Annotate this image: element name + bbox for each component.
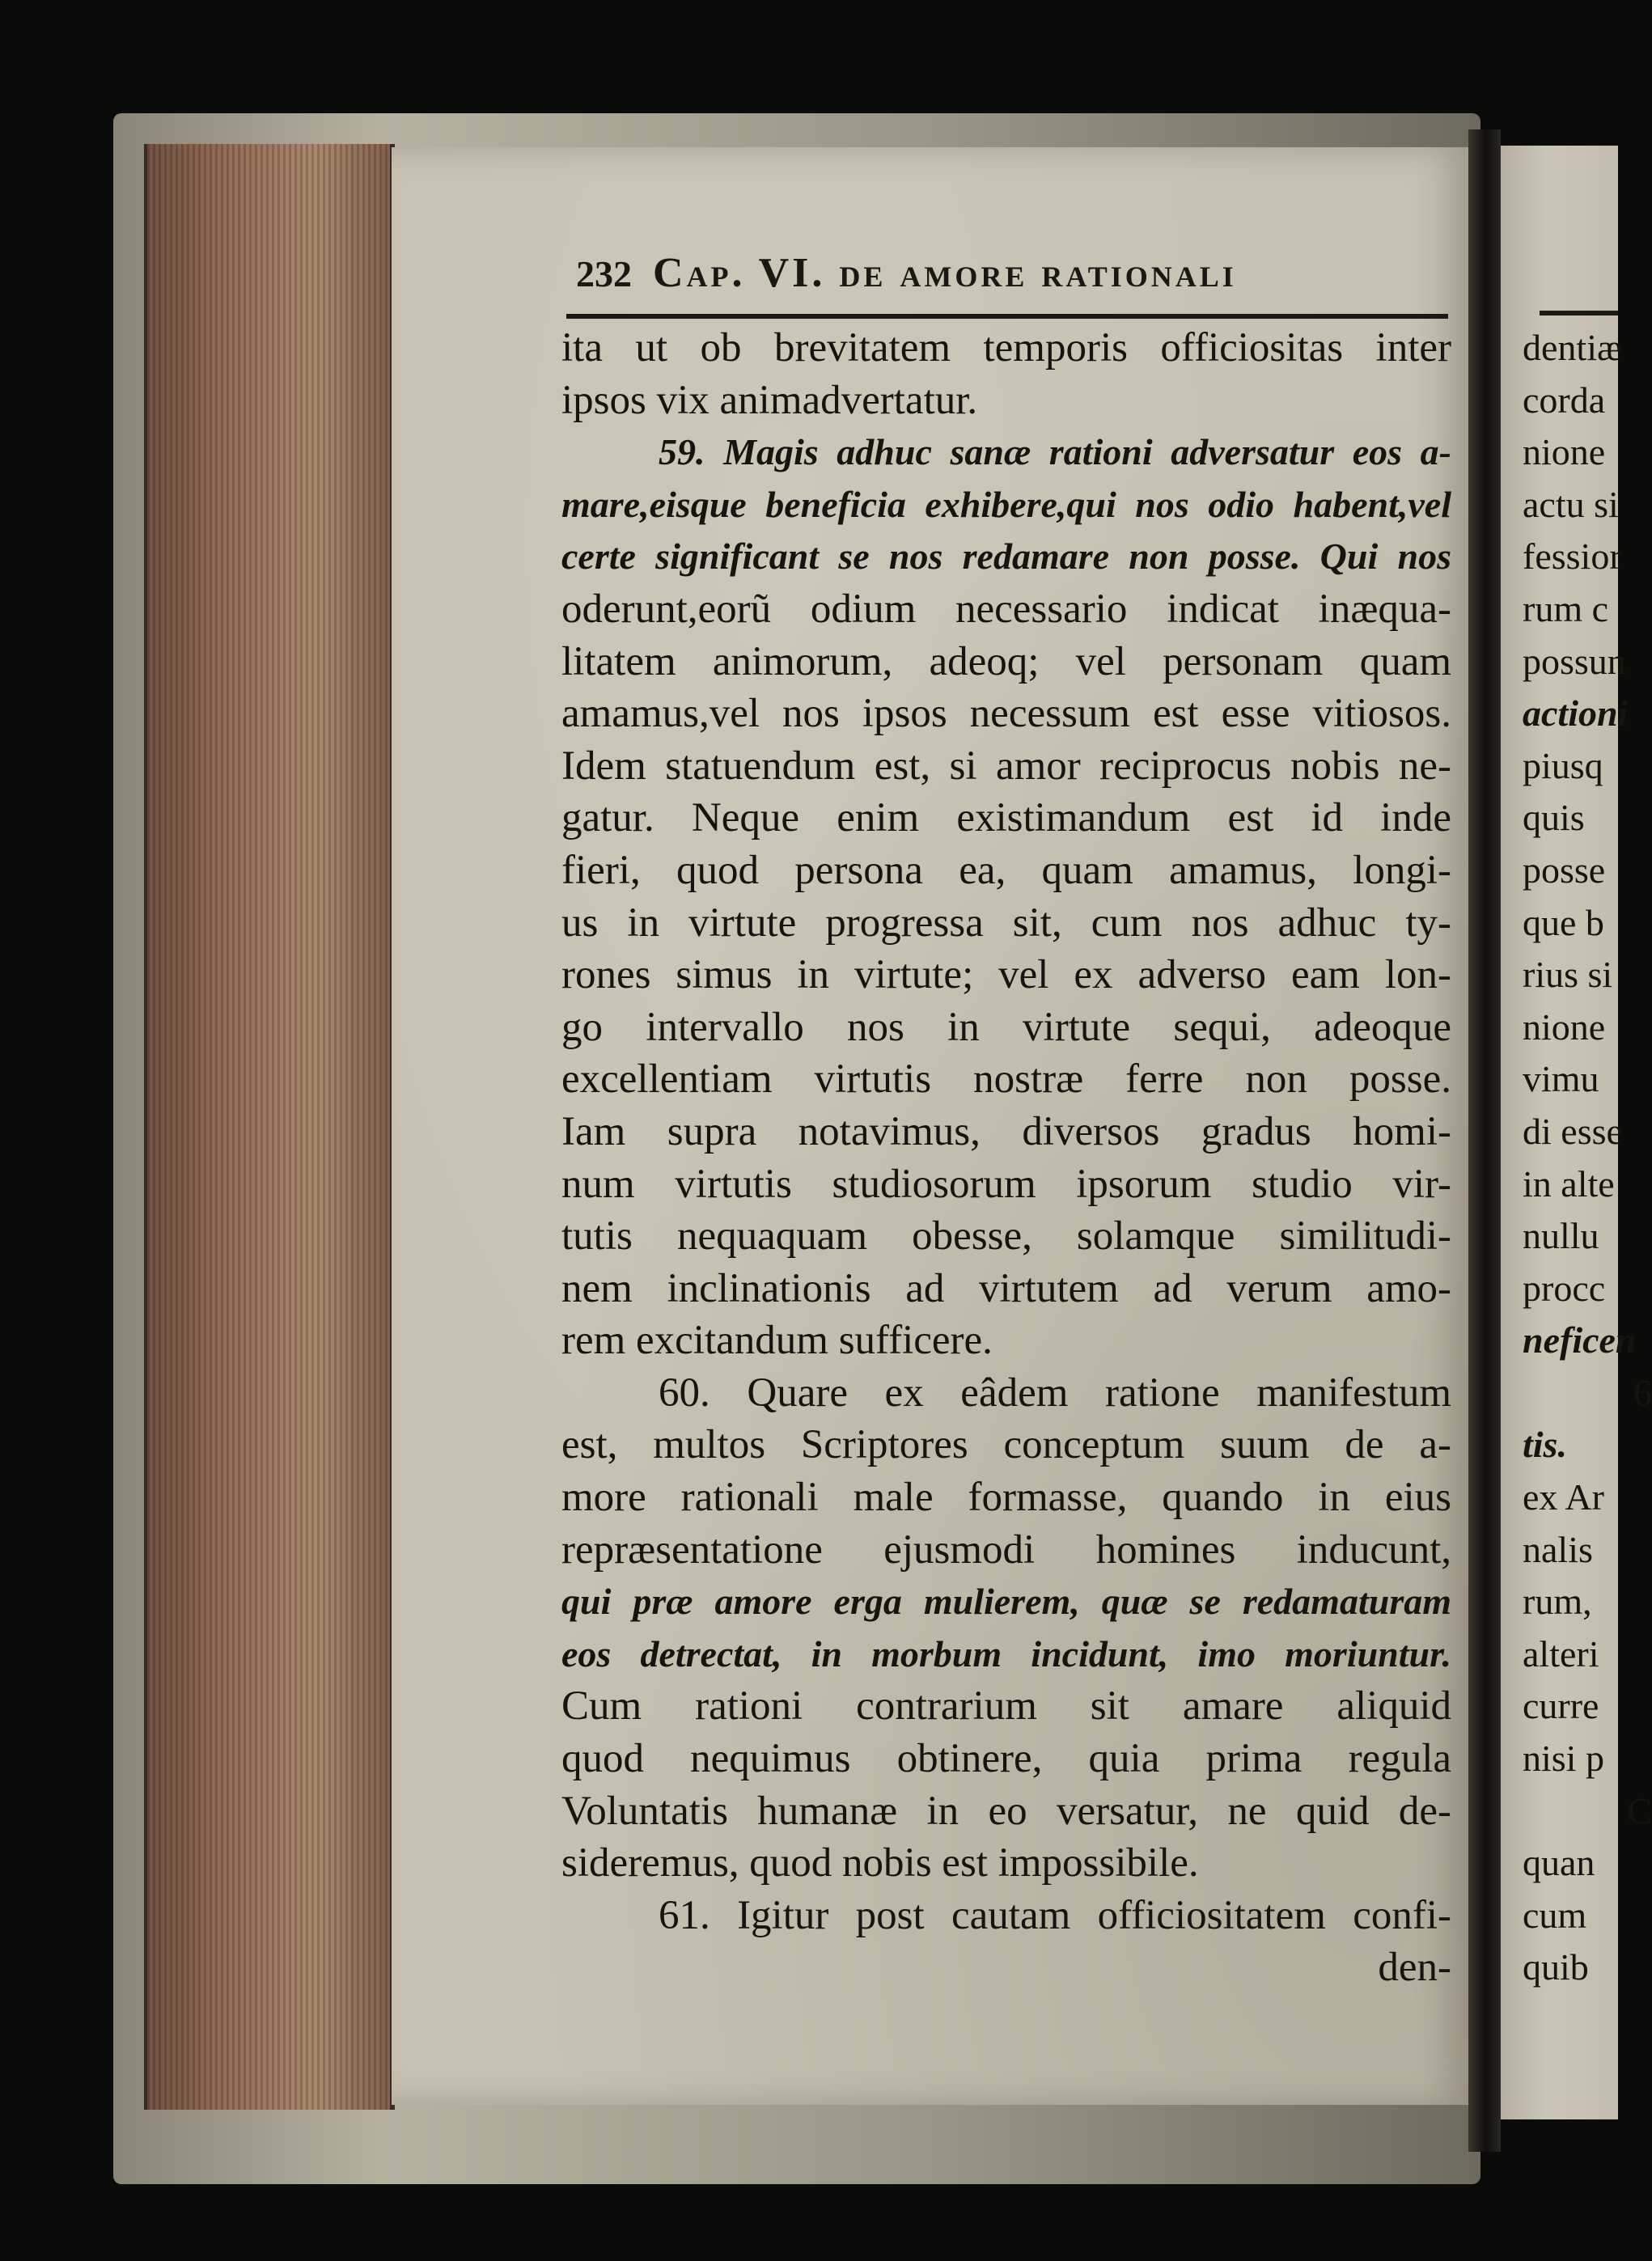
fragment-line: que b	[1523, 901, 1604, 943]
page-number: 232	[576, 253, 632, 294]
text-line: mare,eisque beneficia exhibere,qui nos odio habent,vel	[561, 483, 1451, 525]
fragment-line: dentiæ	[1523, 327, 1622, 368]
fragment-line: cum	[1523, 1894, 1587, 1936]
fragment-line: piusq	[1523, 744, 1603, 786]
fragment-line: nullu	[1523, 1215, 1599, 1257]
text-line: quod nequimus obtinere, quia prima regula	[561, 1736, 1451, 1782]
fragment-line: C	[1627, 1789, 1652, 1831]
head-rule	[566, 314, 1448, 319]
next-page-text	[1523, 322, 1652, 1994]
fragment-line: actioni	[1523, 692, 1629, 735]
fragment-line: di esse	[1523, 1110, 1623, 1152]
fragment-line: 6	[1633, 1371, 1652, 1413]
text-line: 59. Magis adhuc sanæ rationi adversatur eos a-	[659, 431, 1451, 473]
fragment-line: rius si	[1523, 954, 1613, 996]
fragment-line: nione	[1523, 1006, 1606, 1048]
fragment-line: nalis	[1523, 1528, 1593, 1570]
fragment-line: alteri	[1523, 1632, 1599, 1675]
text-line: go intervallo nos in virtute sequi, adeoque	[561, 1004, 1451, 1050]
fragment-line: quib	[1523, 1946, 1589, 1988]
fragment-line: actu si	[1523, 483, 1619, 525]
text-line: excellentiam virtutis nostræ ferre non posse.	[561, 1056, 1451, 1103]
text-line: Cum rationi contrarium sit amare aliquid	[561, 1683, 1451, 1730]
text-line: 61. Igitur post cautam officiositatem confi-	[659, 1892, 1451, 1938]
text-line: tutis nequaquam obesse, solamque similitudi-	[561, 1213, 1451, 1260]
text-line: fieri, quod persona ea, quam amamus, longi-	[561, 847, 1451, 893]
fragment-line: corda	[1523, 379, 1606, 421]
fragment-line: possun	[1523, 640, 1626, 682]
fragment-line: vimu	[1523, 1058, 1599, 1100]
running-title: Cap. VI. de amore rationali	[653, 250, 1237, 296]
catchword: den-	[1378, 1945, 1451, 1991]
fragment-line: rum c	[1523, 587, 1609, 629]
fragment-line: nisi p	[1523, 1738, 1604, 1780]
text-line: oderunt,eorũ odium necessario indicat inæqua-	[561, 586, 1451, 632]
fragment-line: tis.	[1523, 1424, 1567, 1466]
text-line: amamus,vel nos ipsos necessum est esse vitiosos.	[561, 691, 1451, 737]
text-line: 60. Quare ex eâdem ratione manifestum	[659, 1370, 1451, 1416]
book-gutter	[1468, 129, 1501, 2152]
text-line: more rationali male formasse, quando in eius	[561, 1475, 1451, 1521]
text-line: num virtutis studiosorum ipsorum studio vir-	[561, 1161, 1451, 1207]
page-text	[561, 322, 1451, 1994]
running-head	[576, 249, 1454, 298]
fragment-line: curre	[1523, 1685, 1599, 1727]
text-line: litatem animorum, adeoq; vel personam quam	[561, 638, 1451, 684]
fragment-line: quan	[1523, 1842, 1595, 1884]
text-line: Iam supra notavimus, diversos gradus homi-	[561, 1108, 1451, 1154]
text-line: rem excitandum sufficere.	[561, 1318, 993, 1364]
text-line: Voluntatis humanæ in eo versatur, ne quid de-	[561, 1788, 1451, 1834]
fragment-line: posse	[1523, 849, 1606, 891]
fragment-line: neficen	[1523, 1319, 1637, 1361]
fragment-line: ex Ar	[1523, 1476, 1604, 1518]
text-line: est, multos Scriptores conceptum suum de a-	[561, 1422, 1451, 1468]
text-line: ipsos vix animadvertatur.	[561, 377, 978, 423]
text-line: qui præ amore erga mulierem, quæ se redamaturam	[561, 1581, 1451, 1623]
fragment-line: fessior	[1523, 536, 1622, 578]
fragment-line: in alte	[1523, 1162, 1615, 1205]
fragment-line: nione	[1523, 431, 1606, 473]
text-line: us in virtute progressa sit, cum nos adhuc ty-	[561, 900, 1451, 946]
fragment-line: rum,	[1523, 1581, 1592, 1623]
fragment-line: procc	[1523, 1267, 1606, 1309]
text-line: repræsentatione ejusmodi homines inducunt,	[561, 1526, 1451, 1573]
text-line: Idem statuendum est, si amor reciprocus nobis ne-	[561, 743, 1451, 789]
text-line: nem inclinationis ad virtutem ad verum amo-	[561, 1265, 1451, 1311]
text-line: ita ut ob brevitatem temporis officiositas inter	[561, 325, 1451, 370]
text-line: rones simus in virtute; vel ex adverso eam lon-	[561, 952, 1451, 998]
page-fore-edge	[144, 144, 395, 2110]
text-line: eos detrectat, in morbum incidunt, imo moriuntur.	[561, 1632, 1451, 1675]
text-line: gatur. Neque enim existimandum est id inde	[561, 795, 1451, 841]
text-line: certe significant se nos redamare non posse. Qui nos	[561, 536, 1451, 578]
text-line: sideremus, quod nobis est impossibile.	[561, 1840, 1199, 1886]
fragment-line: quis	[1523, 797, 1585, 839]
next-page-rule	[1540, 311, 1618, 315]
